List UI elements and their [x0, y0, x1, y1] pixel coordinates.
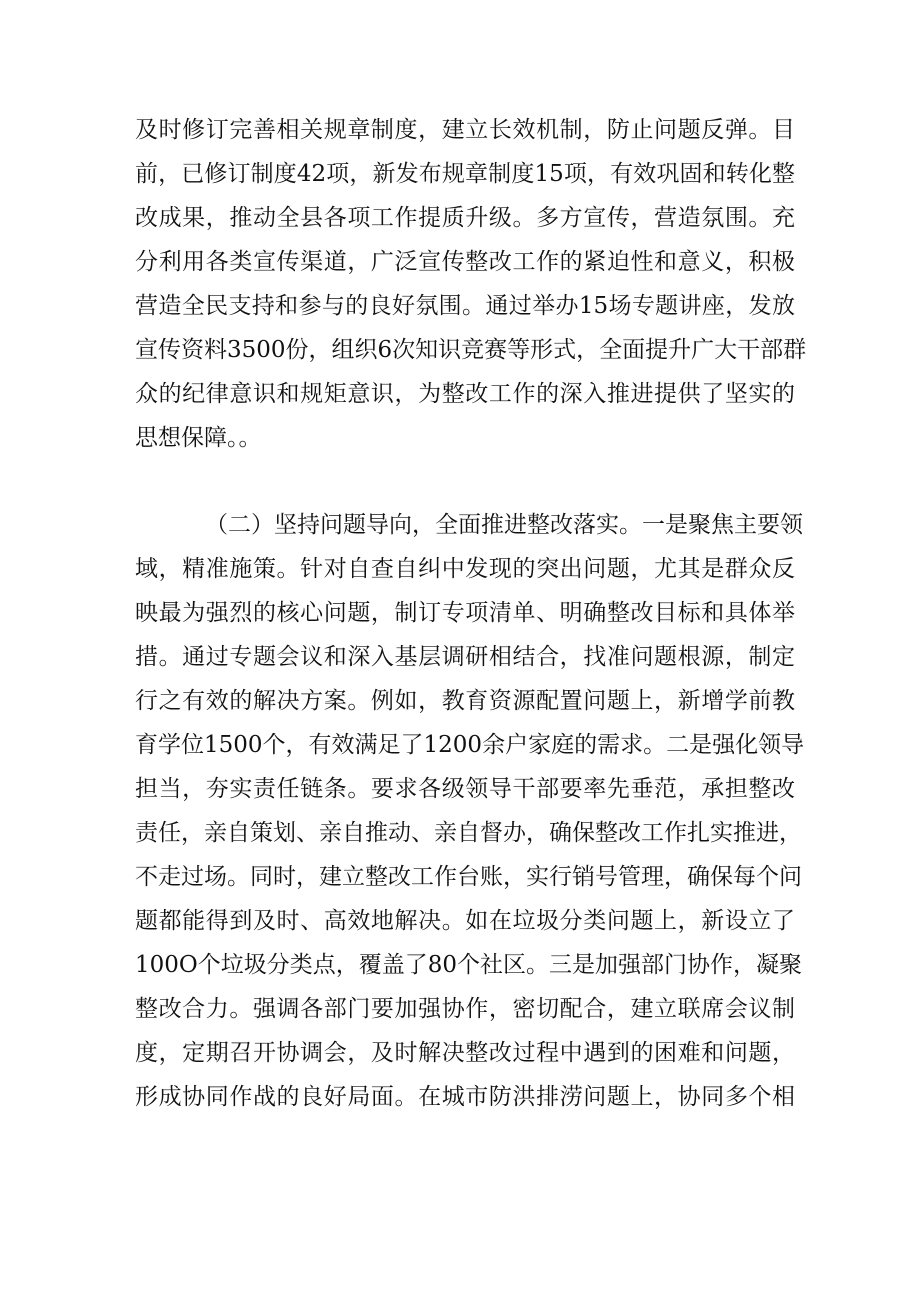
text-line: 整改合力。强调各部门要加强协作，密切配合，建立联席会议制: [135, 996, 795, 1022]
text-line: 100O个垃圾分类点，覆盖了80个社区。三是加强部门协作，凝聚: [135, 952, 803, 978]
text-line: 映最为强烈的核心问题，制订专项清单、明确整改目标和具体举: [135, 600, 795, 626]
text-line: 宣传资料3500份，组织6次知识竞赛等形式，全面提升广大干部群: [135, 337, 807, 363]
text-line: 众的纪律意识和规矩意识，为整改工作的深入推进提供了坚实的: [135, 381, 795, 407]
text-line: 担当，夯实责任链条。要求各级领导干部要率先垂范，承担整改: [135, 776, 795, 802]
text-line: 责任，亲自策划、亲自推动、亲自督办，确保整改工作扎实推进，: [135, 820, 802, 846]
section-heading-line: （二）坚持问题导向，全面推进整改落实。一是聚焦主要领: [205, 512, 803, 538]
paragraph-2: [135, 503, 805, 1119]
text-line: 度，定期召开协调会，及时解决整改过程中遇到的困难和问题，: [135, 1040, 795, 1066]
text-line: 改成果，推动全县各项工作提质升级。多方宣传，营造氛围。充: [135, 205, 795, 231]
text-line: 形成协同作战的良好局面。在城市防洪排涝问题上，协同多个相: [135, 1084, 795, 1110]
text-line: 措。通过专题会议和深入基层调研相结合，找准问题根源，制定: [135, 644, 795, 670]
text-line: 分利用各类宣传渠道，广泛宣传整改工作的紧迫性和意义，积极: [135, 249, 795, 275]
text-line: 育学位1500个，有效满足了1200余户家庭的需求。二是强化领导: [135, 732, 805, 758]
paragraph-1: [135, 108, 807, 460]
text-line: 营造全民支持和参与的良好氛围。通过举办15场专题讲座，发放: [135, 293, 795, 319]
text-line: 行之有效的解决方案。例如，教育资源配置问题上，新增学前教: [135, 688, 795, 714]
text-line: 及时修订完善相关规章制度，建立长效机制，防止问题反弹。目: [135, 117, 795, 143]
text-line: 域，精准施策。针对自查自纠中发现的突出问题，尤其是群众反: [135, 556, 795, 582]
text-line: 思想保障。。: [135, 425, 262, 451]
text-line: 题都能得到及时、高效地解决。如在垃圾分类问题上，新设立了: [135, 908, 795, 934]
text-line: 不走过场。同时，建立整改工作台账，实行销号管理，确保每个问: [135, 864, 802, 890]
text-line: 前，已修订制度42项，新发布规章制度15项，有效巩固和转化整: [135, 161, 795, 187]
